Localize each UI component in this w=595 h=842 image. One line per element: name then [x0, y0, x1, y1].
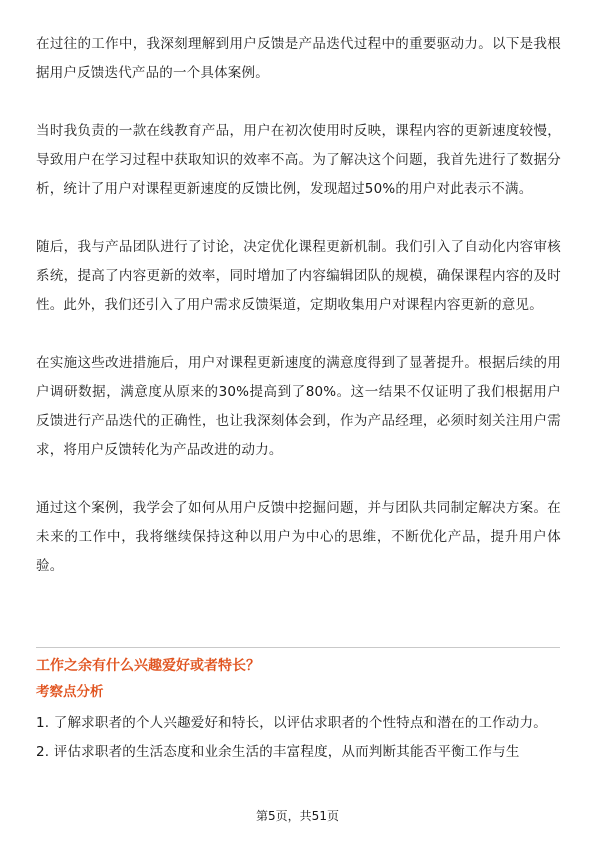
paragraph: 在过往的工作中，我深刻理解到用户反馈是产品迭代过程中的重要驱动力。以下是我根据用户反馈迭代产品的一个具体案例。: [36, 36, 561, 81]
answer-body: [36, 30, 561, 581]
analysis-point: 2. 评估求职者的生活态度和业余生活的丰富程度，从而判断其能否平衡工作与生: [36, 744, 520, 760]
analysis-heading: 考察点分析: [36, 684, 104, 700]
paragraph-gap: [36, 320, 561, 349]
section-divider: [36, 647, 560, 648]
page-number: 第5页，共51页: [256, 809, 339, 823]
paragraph: 随后，我与产品团队进行了讨论，决定优化课程更新机制。我们引入了自动化内容审核系统，提高了内容更新的效率，同时增加了内容编辑团队的规模，确保课程内容的及时性。此外，我们还引入了用户需求反馈渠道，定期收集用户对课程内容更新的意见。: [36, 239, 561, 313]
paragraph-gap: [36, 465, 561, 494]
paragraph-gap: [36, 88, 561, 117]
analysis-points: [36, 709, 561, 767]
paragraph: 通过这个案例，我学会了如何从用户反馈中挖掘问题，并与团队共同制定解决方案。在未来的工作中，我将继续保持这种以用户为中心的思维，不断优化产品，提升用户体验。: [36, 500, 561, 574]
paragraph-gap: [36, 204, 561, 233]
question-heading: 工作之余有什么兴趣爱好或者特长？: [36, 658, 260, 674]
paragraph: 在实施这些改进措施后，用户对课程更新速度的满意度得到了显著提升。根据后续的用户调研数据，满意度从原来的30%提高到了80%。这一结果不仅证明了我们根据用户反馈进行产品迭代的正确性，也让我深刻体会到，作为产品经理，必须时刻关注用户需求，将用户反馈转化为产品改进的动力。: [36, 355, 561, 458]
analysis-point: 1. 了解求职者的个人兴趣爱好和特长，以评估求职者的个性特点和潜在的工作动力。: [36, 715, 547, 731]
paragraph: 当时我负责的一款在线教育产品，用户在初次使用时反映，课程内容的更新速度较慢，导致用户在学习过程中获取知识的效率不高。为了解决这个问题，我首先进行了数据分析，统计了用户对课程更新速度的反馈比例，发现超过50%的用户对此表示不满。: [36, 123, 561, 197]
